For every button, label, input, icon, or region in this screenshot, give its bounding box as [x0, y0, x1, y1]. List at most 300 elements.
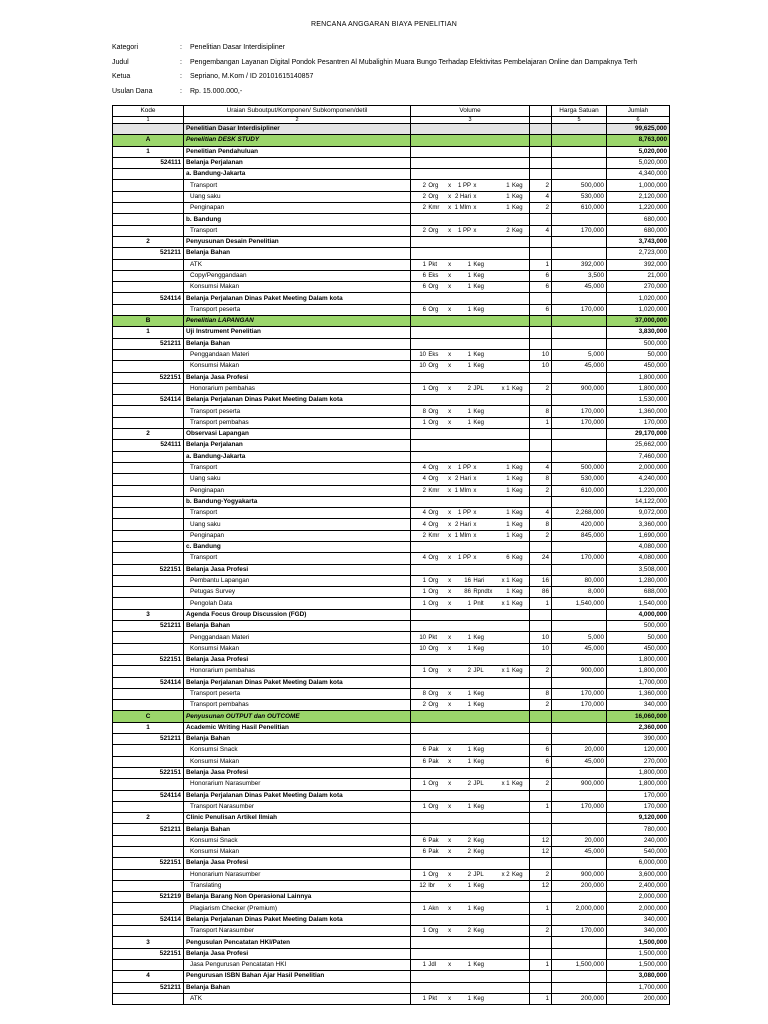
volume-breakdown	[411, 226, 529, 236]
vol-times: x	[448, 408, 452, 415]
vol-factor-unit: Keg	[473, 634, 484, 641]
cell-jumlah: 3,508,000	[607, 564, 670, 575]
table-row	[113, 236, 670, 247]
table-row	[113, 474, 670, 485]
vol-factor: 86	[464, 589, 471, 596]
cell-harga-satuan: 900,000	[552, 869, 607, 880]
vol-unit: Org	[428, 227, 439, 234]
cell-jumlah: 1,800,000	[607, 383, 670, 394]
cell-qty: 1	[530, 959, 552, 970]
cell-harga-satuan	[552, 124, 607, 135]
volume-breakdown	[411, 870, 529, 880]
cell-volume	[411, 124, 530, 135]
cell-kode	[113, 847, 184, 858]
cell-qty: 4	[530, 508, 552, 519]
cell-kode: 524114	[113, 395, 184, 406]
vol-times: x	[448, 465, 452, 472]
cell-uraian: Academic Writing Hasil Penelitian	[184, 722, 411, 733]
cell-qty	[530, 169, 552, 180]
table-row	[113, 790, 670, 801]
vol-factor-unit: x	[473, 193, 477, 200]
cell-qty: 6	[530, 756, 552, 767]
vol-times: x	[448, 284, 452, 291]
vol-times: x	[448, 476, 452, 483]
volume-breakdown	[411, 520, 529, 530]
vol-factor2-unit	[510, 644, 526, 654]
cell-qty: 1	[530, 903, 552, 914]
table-row	[113, 801, 670, 812]
table-row	[113, 767, 670, 778]
cell-kode	[113, 361, 184, 372]
col-number: 2	[184, 117, 411, 124]
volume-breakdown	[411, 633, 529, 643]
cell-kode: 524114	[113, 293, 184, 304]
cell-jumlah: 340,000	[607, 914, 670, 925]
table-row	[113, 745, 670, 756]
cell-jumlah: 688,000	[607, 587, 670, 598]
cell-harga-satuan: 900,000	[552, 666, 607, 677]
cell-uraian: Transport	[184, 462, 411, 473]
volume-breakdown	[411, 745, 529, 755]
cell-kode	[113, 169, 184, 180]
vol-times: x	[448, 668, 452, 675]
vol-factor-unit: Rpndtx	[473, 589, 493, 596]
cell-jumlah: 5,020,000	[607, 146, 670, 157]
cell-volume	[411, 993, 530, 1004]
table-row	[113, 813, 670, 824]
vol-unit: Eks	[428, 352, 439, 359]
cell-jumlah: 4,080,000	[607, 541, 670, 552]
cell-qty	[530, 157, 552, 168]
vol-times: x	[448, 521, 452, 528]
cell-harga-satuan: 1,540,000	[552, 598, 607, 609]
cell-uraian: Konsumsi Snack	[184, 835, 411, 846]
table-row	[113, 858, 670, 869]
cell-uraian: Belanja Bahan	[184, 982, 411, 993]
cell-volume	[411, 903, 530, 914]
cell-kode	[113, 474, 184, 485]
cell-harga-satuan: 900,000	[552, 383, 607, 394]
table-row	[113, 519, 670, 530]
cell-uraian: Belanja Jasa Profesi	[184, 858, 411, 869]
cell-uraian: Konsumsi Makan	[184, 756, 411, 767]
cell-qty: 2	[530, 180, 552, 191]
vol-factor: 1	[467, 261, 471, 268]
vol-factor2: 1	[506, 465, 510, 472]
cell-jumlah: 5,020,000	[607, 157, 670, 168]
vol-factor2-unit: Keg	[511, 193, 523, 200]
cell-harga-satuan: 45,000	[552, 361, 607, 372]
vol-factor: 1	[467, 419, 471, 426]
cell-qty	[530, 937, 552, 948]
vol-factor2-unit: Keg	[511, 476, 523, 483]
cell-volume	[411, 722, 530, 733]
cell-kode	[113, 214, 184, 225]
cell-uraian: Pengusulan Pencatatan HKI/Paten	[184, 937, 411, 948]
vol-times: x	[448, 306, 452, 313]
table-row	[113, 982, 670, 993]
vol-times: x	[448, 487, 452, 494]
cell-kode	[113, 496, 184, 507]
cell-kode: A	[113, 135, 184, 146]
vol-count: 1	[422, 385, 426, 392]
vol-unit: Org	[428, 419, 439, 426]
cell-volume	[411, 236, 530, 247]
vol-times: x	[448, 996, 452, 1002]
cell-uraian: Transport Narasumber	[184, 801, 411, 812]
vol-factor-unit: Keg	[473, 849, 484, 856]
vol-unit: Org	[428, 193, 439, 200]
table-row	[113, 304, 670, 315]
vol-count: 1	[422, 600, 426, 607]
cell-uraian: Penelitian LAPANGAN	[184, 316, 411, 327]
cell-uraian: Belanja Bahan	[184, 824, 411, 835]
volume-breakdown	[411, 881, 529, 891]
vol-unit: Org	[428, 578, 439, 585]
vol-factor-unit: Keg	[473, 273, 484, 279]
table-row	[113, 338, 670, 349]
vol-count: 4	[422, 476, 426, 483]
cell-kode: C	[113, 711, 184, 722]
table-row	[113, 440, 670, 451]
vol-count: 2	[422, 532, 426, 539]
vol-unit: Org	[428, 555, 439, 562]
cell-jumlah: 1,800,000	[607, 666, 670, 677]
section-row	[113, 316, 670, 327]
vol-factor2	[496, 350, 510, 360]
cell-jumlah: 2,120,000	[607, 191, 670, 202]
table-row	[113, 361, 670, 372]
cell-jumlah: 4,000,000	[607, 609, 670, 620]
cell-uraian: a. Bandung-Jakarta	[184, 451, 411, 462]
cell-volume	[411, 767, 530, 778]
vol-factor: 1 PP	[457, 182, 471, 189]
vol-factor: 1 PP	[457, 510, 471, 517]
vol-count: 6	[422, 849, 426, 856]
vol-count: 2	[422, 193, 426, 200]
cell-qty	[530, 214, 552, 225]
vol-factor: 1	[467, 758, 471, 765]
vol-factor: 2	[467, 781, 471, 788]
vol-times: x	[448, 510, 452, 517]
cell-jumlah: 3,830,000	[607, 327, 670, 338]
vol-times: x	[448, 837, 452, 844]
vol-factor-unit: JPL	[473, 668, 484, 675]
cell-jumlah: 1,800,000	[607, 767, 670, 778]
cell-uraian: Transport peserta	[184, 304, 411, 315]
cell-volume	[411, 146, 530, 157]
cell-harga-satuan: 2,000,000	[552, 903, 607, 914]
table-row	[113, 779, 670, 790]
cell-volume	[411, 553, 530, 564]
vol-factor2	[496, 644, 510, 654]
volume-breakdown	[411, 553, 529, 563]
cell-volume	[411, 745, 530, 756]
cell-qty	[530, 734, 552, 745]
vol-unit: Kmr	[428, 487, 440, 494]
vol-factor2-unit	[510, 960, 526, 970]
vol-unit: Pak	[428, 747, 439, 754]
cell-harga-satuan: 170,000	[552, 688, 607, 699]
cell-uraian: Penggandaan Materi	[184, 349, 411, 360]
vol-factor2-unit	[510, 361, 526, 371]
cell-qty	[530, 248, 552, 259]
cell-kode	[113, 180, 184, 191]
cell-qty	[530, 722, 552, 733]
vol-factor-unit: Keg	[473, 747, 484, 754]
vol-factor2	[496, 926, 510, 936]
cell-qty: 12	[530, 880, 552, 891]
vol-factor: 1	[467, 962, 471, 969]
cell-harga-satuan: 170,000	[552, 406, 607, 417]
vol-unit: Org	[428, 521, 439, 528]
vol-factor-unit: JPL	[473, 871, 484, 878]
vol-times: x	[448, 273, 452, 279]
cell-kode	[113, 270, 184, 281]
cell-volume	[411, 508, 530, 519]
cell-harga-satuan	[552, 722, 607, 733]
cell-harga-satuan	[552, 293, 607, 304]
cell-jumlah: 170,000	[607, 417, 670, 428]
cell-uraian: Belanja Jasa Profesi	[184, 372, 411, 383]
cell-kode	[113, 587, 184, 598]
vol-factor-unit: Keg	[473, 996, 484, 1002]
cell-volume	[411, 813, 530, 824]
cell-kode	[113, 191, 184, 202]
vol-factor-unit: Keg	[473, 306, 484, 313]
proposal-meta	[112, 44, 637, 102]
vol-unit: Org	[428, 182, 439, 189]
vol-factor: 1 Mlm	[454, 205, 471, 212]
vol-factor: 1 PP	[457, 465, 471, 472]
cell-kode	[113, 688, 184, 699]
cell-jumlah: 50,000	[607, 349, 670, 360]
cell-volume	[411, 734, 530, 745]
cell-volume	[411, 700, 530, 711]
vol-factor: 1	[467, 273, 471, 279]
column-number-row	[113, 117, 670, 124]
vol-times: x	[448, 702, 452, 709]
volume-breakdown	[411, 599, 529, 609]
cell-uraian: Belanja Jasa Profesi	[184, 654, 411, 665]
volume-breakdown	[411, 282, 529, 292]
vol-count: 4	[422, 465, 426, 472]
cell-uraian: Plagiarism Checker (Premium)	[184, 903, 411, 914]
vol-unit: Org	[428, 702, 439, 709]
table-row	[113, 451, 670, 462]
vol-factor2: x 1	[501, 668, 510, 675]
cell-kode	[113, 903, 184, 914]
cell-jumlah: 390,000	[607, 734, 670, 745]
vol-unit: Org	[428, 465, 439, 472]
cell-uraian: b. Bandung	[184, 214, 411, 225]
vol-factor: 1 PP	[457, 555, 471, 562]
cell-jumlah: 2,000,000	[607, 462, 670, 473]
volume-breakdown	[411, 689, 529, 699]
vol-factor2-unit	[510, 757, 526, 767]
vol-factor2	[496, 361, 510, 371]
table-row	[113, 914, 670, 925]
vol-times: x	[448, 962, 452, 969]
cell-kode	[113, 756, 184, 767]
table-row	[113, 248, 670, 259]
cell-volume	[411, 982, 530, 993]
cell-qty	[530, 711, 552, 722]
table-row	[113, 688, 670, 699]
table-row	[113, 700, 670, 711]
vol-count: 1	[422, 996, 426, 1002]
cell-qty: 6	[530, 282, 552, 293]
cell-harga-satuan	[552, 892, 607, 903]
cell-volume	[411, 892, 530, 903]
cell-kode: 524114	[113, 914, 184, 925]
cell-uraian: Transport	[184, 225, 411, 236]
table-row	[113, 214, 670, 225]
cell-harga-satuan	[552, 677, 607, 688]
vol-unit: Org	[428, 690, 439, 697]
cell-harga-satuan	[552, 440, 607, 451]
table-row	[113, 530, 670, 541]
cell-uraian: Belanja Perjalanan Dinas Paket Meeting Dalam kota	[184, 293, 411, 304]
table-row	[113, 575, 670, 586]
cell-qty	[530, 914, 552, 925]
cell-harga-satuan: 500,000	[552, 180, 607, 191]
vol-unit: Org	[428, 284, 439, 291]
vol-count: 2	[422, 487, 426, 494]
cell-volume	[411, 462, 530, 473]
cell-qty: 1	[530, 417, 552, 428]
meta-row-usulan-dana	[112, 88, 637, 103]
vol-unit: Pak	[428, 849, 439, 856]
cell-harga-satuan: 610,000	[552, 203, 607, 214]
cell-harga-satuan: 20,000	[552, 745, 607, 756]
cell-volume	[411, 541, 530, 552]
vol-factor-unit: Keg	[473, 905, 484, 912]
cell-qty	[530, 564, 552, 575]
cell-kode	[113, 880, 184, 891]
cell-harga-satuan: 845,000	[552, 530, 607, 541]
vol-unit: Org	[428, 385, 439, 392]
table-row	[113, 270, 670, 281]
cell-kode: 524114	[113, 677, 184, 688]
vol-times: x	[448, 419, 452, 426]
cell-volume	[411, 191, 530, 202]
cell-kode	[113, 993, 184, 1004]
vol-times: x	[448, 928, 452, 935]
vol-count: 6	[422, 837, 426, 844]
cell-uraian: Belanja Perjalanan Dinas Paket Meeting Dalam kota	[184, 677, 411, 688]
volume-breakdown	[411, 926, 529, 936]
vol-factor2-unit: Keg	[511, 600, 523, 607]
cell-uraian: Konsumsi Makan	[184, 847, 411, 858]
vol-factor-unit: Keg	[473, 962, 484, 969]
cell-uraian: ATK	[184, 993, 411, 1004]
table-row	[113, 598, 670, 609]
vol-unit: Kmr	[428, 205, 440, 212]
cell-uraian: Penggandaan Materi	[184, 632, 411, 643]
cell-volume	[411, 654, 530, 665]
cell-qty: 12	[530, 835, 552, 846]
vol-factor-unit: Hari	[473, 578, 485, 585]
cell-harga-satuan: 170,000	[552, 700, 607, 711]
cell-uraian: Belanja Bahan	[184, 248, 411, 259]
cell-harga-satuan	[552, 790, 607, 801]
volume-breakdown	[411, 644, 529, 654]
vol-times: x	[448, 803, 452, 810]
cell-jumlah: 1,700,000	[607, 677, 670, 688]
vol-factor: 1	[467, 747, 471, 754]
vol-times: x	[448, 555, 452, 562]
vol-factor: 1	[467, 600, 471, 607]
cell-volume	[411, 474, 530, 485]
vol-unit: Pak	[428, 758, 439, 765]
vol-factor-unit: x	[473, 182, 477, 189]
vol-count: 1	[422, 781, 426, 788]
cell-kode	[113, 666, 184, 677]
vol-factor2	[496, 282, 510, 292]
cell-qty: 10	[530, 632, 552, 643]
section-row	[113, 135, 670, 146]
meta-value: Penelitian Dasar Interdisipliner	[190, 44, 285, 51]
vol-times: x	[448, 193, 452, 200]
cell-harga-satuan: 170,000	[552, 417, 607, 428]
cell-volume	[411, 914, 530, 925]
cell-volume	[411, 203, 530, 214]
vol-count: 1	[422, 871, 426, 878]
vol-factor: 16	[464, 578, 471, 585]
vol-factor2-unit: Keg	[511, 465, 523, 472]
cell-kode: 524111	[113, 157, 184, 168]
cell-uraian: Penginapan	[184, 485, 411, 496]
cell-harga-satuan: 45,000	[552, 282, 607, 293]
cell-qty: 2	[530, 530, 552, 541]
table-row	[113, 564, 670, 575]
cell-volume	[411, 169, 530, 180]
vol-times: x	[448, 634, 452, 641]
cell-jumlah: 270,000	[607, 282, 670, 293]
meta-label: Ketua	[112, 73, 131, 80]
cell-harga-satuan	[552, 971, 607, 982]
vol-factor2	[496, 960, 510, 970]
vol-factor-unit: x	[473, 487, 477, 494]
cell-kode: 521211	[113, 734, 184, 745]
cell-kode	[113, 519, 184, 530]
cell-harga-satuan	[552, 316, 607, 327]
table-row	[113, 372, 670, 383]
cell-harga-satuan	[552, 372, 607, 383]
vol-factor2-unit	[510, 633, 526, 643]
meta-row-judul	[112, 59, 637, 74]
cell-volume	[411, 937, 530, 948]
cell-uraian: Agenda Focus Group Discussion (FGD)	[184, 609, 411, 620]
cell-jumlah: 500,000	[607, 621, 670, 632]
cell-uraian: Observasi Lapangan	[184, 429, 411, 440]
vol-factor-unit: x	[473, 227, 477, 234]
cell-kode: 1	[113, 146, 184, 157]
cell-harga-satuan	[552, 146, 607, 157]
cell-jumlah: 170,000	[607, 790, 670, 801]
vol-unit: Eks	[428, 273, 439, 279]
vol-factor: 2	[467, 871, 471, 878]
table-row	[113, 654, 670, 665]
cell-kode: 524111	[113, 440, 184, 451]
volume-breakdown	[411, 418, 529, 428]
cell-volume	[411, 971, 530, 982]
cell-kode	[113, 383, 184, 394]
vol-factor2	[496, 271, 510, 281]
vol-times: x	[448, 883, 452, 890]
vol-factor: 2 Hari	[454, 476, 471, 483]
